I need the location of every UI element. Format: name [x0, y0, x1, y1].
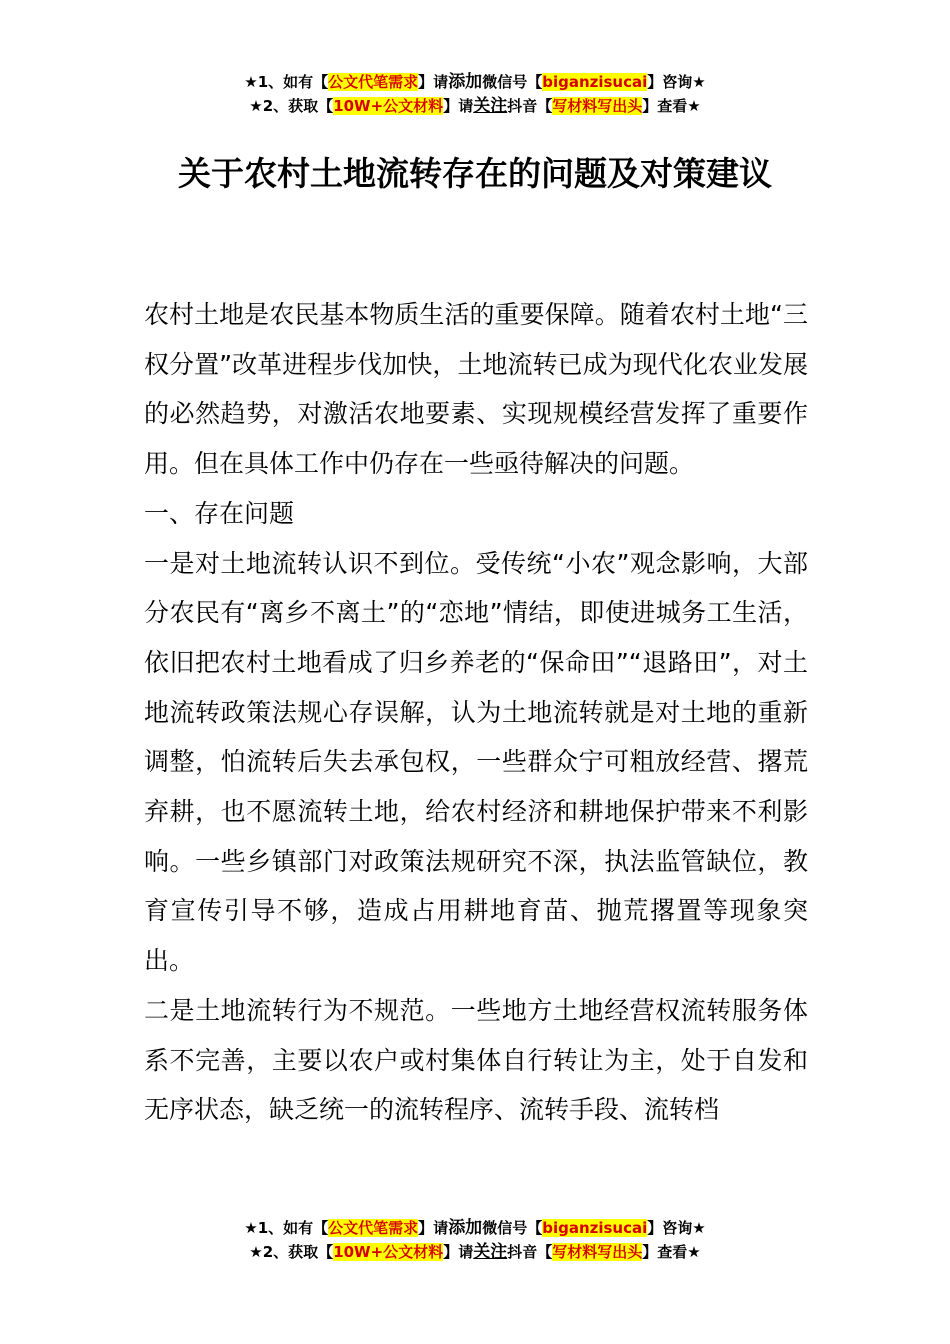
promo-text: 抖音【	[507, 97, 553, 115]
promo-highlight: 公文代笔需求	[328, 73, 419, 91]
promo-text: 微信号【	[482, 1219, 543, 1237]
document-title: 关于农村土地流转存在的问题及对策建议	[178, 154, 772, 193]
promo-line-2	[0, 1240, 950, 1264]
promo-emphasis: 添加	[448, 72, 483, 92]
promo-highlight: 公文代笔需求	[328, 1219, 419, 1237]
promo-emphasis: 添加	[448, 1218, 483, 1238]
promo-text: 】请	[418, 1219, 449, 1237]
promo-banner-bottom	[0, 1216, 950, 1264]
document-body	[144, 290, 808, 1135]
promo-text: 】请	[418, 73, 449, 91]
promo-text: 】请	[443, 1243, 474, 1261]
promo-emphasis: 关注	[473, 96, 508, 116]
promo-text: 】查看★	[642, 1243, 701, 1261]
promo-banner-top	[0, 70, 950, 118]
promo-emphasis: 关注	[473, 1242, 508, 1262]
promo-line-1	[0, 70, 950, 94]
promo-text: 】咨询★	[647, 1219, 706, 1237]
promo-text: ★2、获取【	[249, 97, 334, 115]
promo-text: 抖音【	[507, 1243, 553, 1261]
paragraph-issue-1: 一是对土地流转认识不到位。受传统“小农”观念影响，大部分农民有“离乡不离土”的“恋地”情结，即使进城务工生活，依旧把农村土地看成了归乡养老的“保命田”“退路田”，对土地流转政策法规心存误解，认为土地流转就是对土地的重新调整，怕流转后失去承包权，一些群众宁可粗放经营、撂荒弃耕，也不愿流转土地，给农村经济和耕地保护带来不利影响。一些乡镇部门对政策法规研究不深，执法监管缺位，教育宣传引导不够，造成占用耕地育苗、抛荒撂置等现象突出。	[144, 548, 808, 976]
promo-text: 微信号【	[482, 73, 543, 91]
promo-wechat-id: biganzisucai	[542, 73, 648, 91]
promo-douyin-id: 写材料写出头	[552, 97, 643, 115]
promo-text: 】请	[443, 97, 474, 115]
promo-line-2	[0, 94, 950, 118]
promo-wechat-id: biganzisucai	[542, 1219, 648, 1237]
promo-text: 】查看★	[642, 97, 701, 115]
promo-highlight: 10W+公文材料	[333, 1243, 444, 1261]
section-heading: 一、存在问题	[144, 498, 295, 528]
promo-text: ★1、如有【	[244, 1219, 329, 1237]
paragraph-issue-2: 二是土地流转行为不规范。一些地方土地经营权流转服务体系不完善，主要以农户或村集体自行转让为主，处于自发和无序状态，缺乏统一的流转程序、流转手段、流转档	[144, 995, 808, 1125]
paragraph-intro: 农村土地是农民基本物质生活的重要保障。随着农村土地“三权分置”改革进程步伐加快，土地流转已成为现代化农业发展的必然趋势，对激活农地要素、实现规模经营发挥了重要作用。但在具体工作中仍存在一些亟待解决的问题。	[144, 300, 808, 479]
promo-text: 】咨询★	[647, 73, 706, 91]
promo-text: ★1、如有【	[244, 73, 329, 91]
promo-douyin-id: 写材料写出头	[552, 1243, 643, 1261]
promo-highlight: 10W+公文材料	[333, 97, 444, 115]
promo-text: ★2、获取【	[249, 1243, 334, 1261]
promo-line-1	[0, 1216, 950, 1240]
